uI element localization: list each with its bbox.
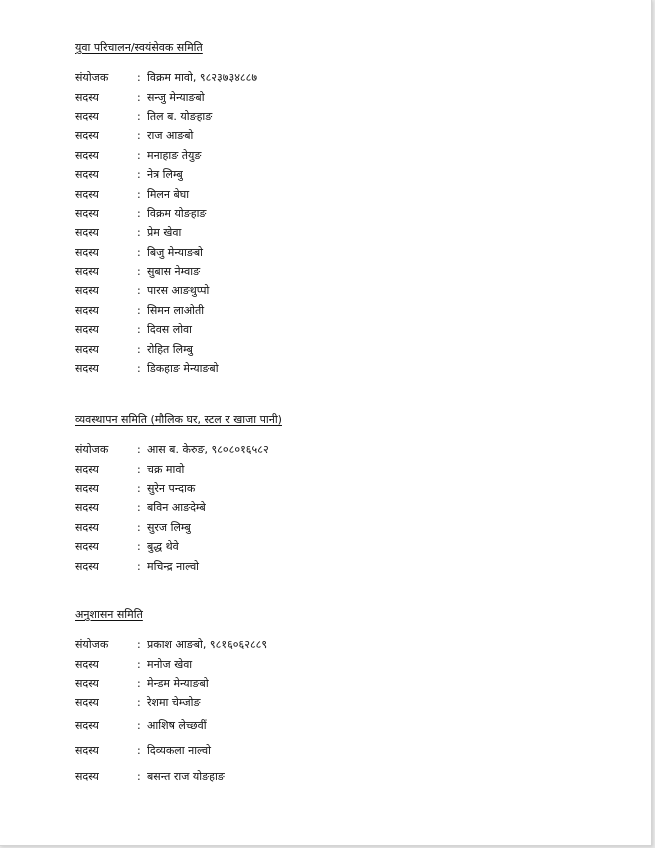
separator: :	[137, 245, 141, 259]
member-name: सुबास नेम्वाङ	[147, 265, 201, 279]
member-row	[75, 518, 282, 537]
member-role: सदस्य	[75, 148, 99, 162]
member-row	[75, 107, 257, 126]
member-role: सदस्य	[75, 559, 99, 573]
member-role: सदस्य	[75, 744, 99, 758]
member-role: सदस्य	[75, 769, 99, 783]
member-role: सदस्य	[75, 362, 99, 376]
separator: :	[137, 540, 141, 554]
separator: :	[137, 744, 141, 758]
separator: :	[137, 226, 141, 240]
section-title: व्यवस्थापन समिति (मौलिक घर, स्टल र खाजा पानी)	[75, 413, 282, 426]
member-name: मनोज खेवा	[147, 657, 193, 671]
member-role: सदस्य	[75, 657, 99, 671]
section-title: अनुशासन समिति	[75, 608, 143, 621]
member-row	[75, 359, 257, 378]
member-list	[75, 68, 257, 378]
member-role: सदस्य	[75, 206, 99, 220]
member-name: मनाहाङ तेयुङ	[147, 148, 202, 162]
member-name: बसन्त राज योङहाङ	[147, 769, 225, 783]
member-role: सदस्य	[75, 323, 99, 337]
member-row	[75, 68, 257, 87]
separator: :	[137, 206, 141, 220]
member-row	[75, 537, 282, 556]
member-role: सदस्य	[75, 462, 99, 476]
member-name: डिकहाङ मेन्याङबो	[147, 362, 219, 376]
member-name: विक्रम योङहाङ	[147, 206, 207, 220]
separator: :	[137, 342, 141, 356]
member-role: सदस्य	[75, 245, 99, 259]
member-row	[75, 301, 257, 320]
member-row	[75, 146, 257, 165]
member-row	[75, 459, 282, 478]
separator: :	[137, 462, 141, 476]
separator: :	[137, 362, 141, 376]
member-role: सदस्य	[75, 696, 99, 710]
member-row	[75, 738, 267, 764]
member-name: रोहित लिम्बु	[147, 342, 193, 356]
separator: :	[137, 187, 141, 201]
member-row	[75, 184, 257, 203]
separator: :	[137, 284, 141, 298]
separator: :	[137, 501, 141, 515]
member-name: रेशमा चेम्जोङ	[147, 696, 201, 710]
member-name: आशिष लेच्छवीं	[147, 718, 207, 732]
section-byabasthapan	[75, 413, 282, 576]
member-role: सदस्य	[75, 676, 99, 690]
member-row	[75, 674, 267, 693]
separator: :	[137, 90, 141, 104]
member-role: सदस्य	[75, 481, 99, 495]
member-row	[75, 281, 257, 300]
member-list	[75, 440, 282, 576]
member-role: सदस्य	[75, 540, 99, 554]
member-name: पारस आङथुप्पो	[147, 284, 210, 298]
member-role: सदस्य	[75, 90, 99, 104]
member-name: नेत्र लिम्बु	[147, 168, 183, 182]
member-role: सदस्य	[75, 226, 99, 240]
member-role: सदस्य	[75, 168, 99, 182]
member-row	[75, 243, 257, 262]
member-row	[75, 223, 257, 242]
separator: :	[137, 638, 141, 652]
member-row	[75, 440, 282, 459]
member-name: सुरेन पन्दाक	[147, 481, 196, 495]
separator: :	[137, 443, 141, 457]
member-row	[75, 87, 257, 106]
separator: :	[137, 168, 141, 182]
member-name: बविन आङदेम्बे	[147, 501, 206, 515]
member-name: सुरज लिम्बु	[147, 520, 191, 534]
member-name: बिजु मेन्याङबो	[147, 245, 203, 259]
section-anushasan	[75, 608, 267, 789]
member-name: सिमन लाओती	[147, 303, 205, 317]
separator: :	[137, 109, 141, 123]
member-row	[75, 479, 282, 498]
member-row	[75, 204, 257, 223]
member-role: संयोजक	[75, 638, 109, 652]
member-row	[75, 556, 282, 575]
separator: :	[137, 303, 141, 317]
separator: :	[137, 71, 141, 85]
member-name: सन्जु मेन्याङबो	[147, 90, 205, 104]
member-row	[75, 713, 267, 739]
member-name: मचिन्द्र नाल्वो	[147, 559, 200, 573]
separator: :	[137, 323, 141, 337]
member-row	[75, 262, 257, 281]
member-row	[75, 764, 267, 790]
member-row	[75, 339, 257, 358]
member-name: राज आङबो	[147, 129, 194, 143]
member-row	[75, 654, 267, 673]
member-role: सदस्य	[75, 129, 99, 143]
member-row	[75, 498, 282, 517]
separator: :	[137, 481, 141, 495]
separator: :	[137, 265, 141, 279]
separator: :	[137, 129, 141, 143]
member-name: आस ब. केरुङ, ९८०८०१६५८२	[147, 443, 269, 457]
member-role: सदस्य	[75, 501, 99, 515]
member-role: संयोजक	[75, 71, 109, 85]
separator: :	[137, 769, 141, 783]
member-role: सदस्य	[75, 520, 99, 534]
section-title: युवा परिचालन/स्वयंसेवक समिति	[75, 41, 203, 54]
member-role: सदस्य	[75, 342, 99, 356]
separator: :	[137, 148, 141, 162]
separator: :	[137, 718, 141, 732]
separator: :	[137, 559, 141, 573]
member-name: बुद्ध थेवे	[147, 540, 179, 554]
separator: :	[137, 657, 141, 671]
member-role: सदस्य	[75, 718, 99, 732]
member-role: सदस्य	[75, 284, 99, 298]
member-row	[75, 635, 267, 654]
member-name: तिल ब. योङहाङ	[147, 109, 213, 123]
member-name: विक्रम मावो, ९८२३७३४८८७	[147, 71, 258, 85]
member-role: सदस्य	[75, 265, 99, 279]
separator: :	[137, 676, 141, 690]
member-role: सदस्य	[75, 303, 99, 317]
section-yuwa-parichalan	[75, 41, 257, 378]
member-row	[75, 165, 257, 184]
member-name: दिव्यकला नाल्वो	[147, 744, 211, 758]
member-name: चक्र मावो	[147, 462, 185, 476]
separator: :	[137, 696, 141, 710]
member-name: मिलन बेघा	[147, 187, 190, 201]
member-list	[75, 635, 267, 789]
member-name: दिवस लोवा	[147, 323, 193, 337]
member-name: प्रेम खेवा	[147, 226, 182, 240]
member-row	[75, 693, 267, 712]
member-name: मेन्डम मेन्याङबो	[147, 676, 209, 690]
member-row	[75, 126, 257, 145]
member-name: प्रकाश आङबो, ९८१६०६२८८९	[147, 638, 268, 652]
member-role: सदस्य	[75, 187, 99, 201]
separator: :	[137, 520, 141, 534]
member-row	[75, 320, 257, 339]
member-role: सदस्य	[75, 109, 99, 123]
member-role: संयोजक	[75, 443, 109, 457]
